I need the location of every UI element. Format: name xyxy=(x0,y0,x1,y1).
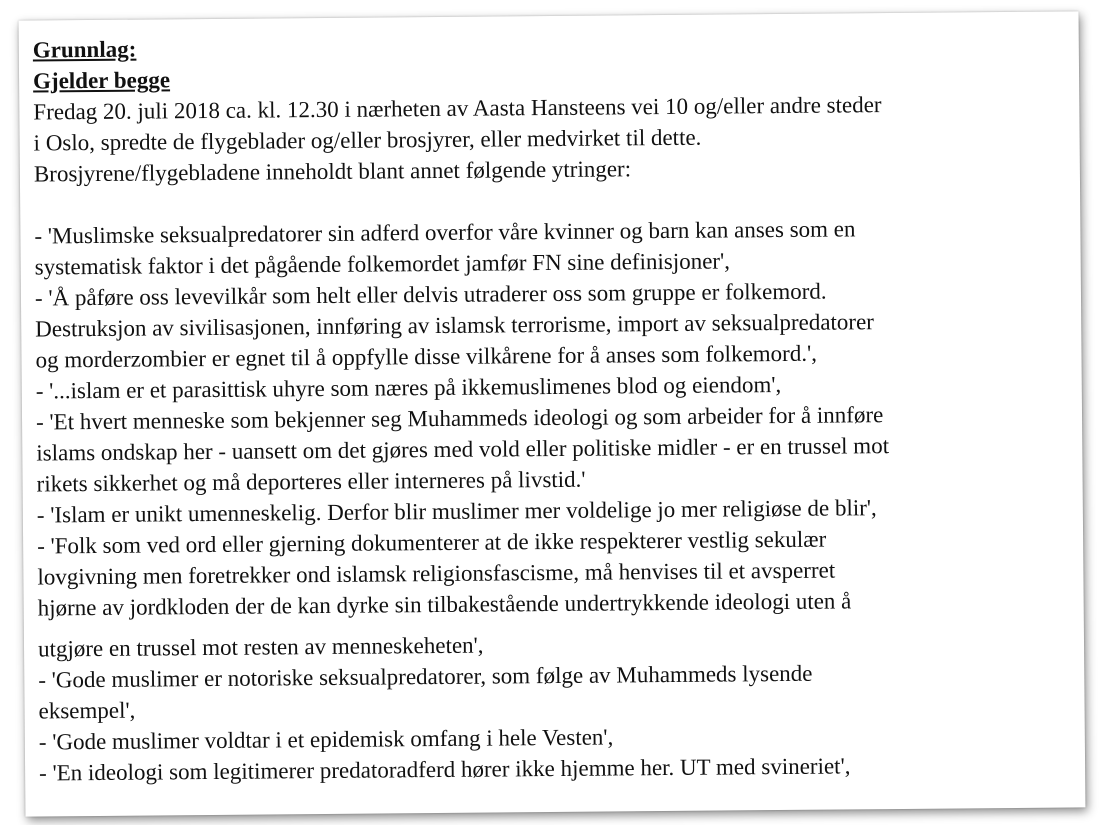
text-line: Destruksjon av sivilisasjonen, innføring av islamsk terrorisme, import av seksualpredatorer xyxy=(35,309,875,342)
text-line: Brosjyrene/flygebladene inneholdt blant annet følgende ytringer: xyxy=(33,156,632,187)
text-line: lovgivning men foretrekker ond islamsk religionsfascisme, må henvises til et avsperret xyxy=(37,557,836,590)
text-line: Fredag 20. juli 2018 ca. kl. 12.30 i nærheten av Aasta Hansteens vei 10 og/eller andre steder xyxy=(33,92,882,125)
text-line: - '...islam er et parasittisk uhyre som næres på ikkemuslimenes blod og eiendom', xyxy=(35,371,782,404)
heading-gjelder-begge: Gjelder begge xyxy=(32,67,171,94)
text-line: - 'Å påføre oss levevilkår som helt eller delvis utraderer oss som gruppe er folkemord. xyxy=(34,278,827,311)
document-page xyxy=(19,11,1086,816)
text-line: systematisk faktor i det pågående folkemordet jamfør FN sine definisjoner', xyxy=(34,248,731,280)
text-line: i Oslo, spredte de flygeblader og/eller brosjyrer, eller medvirket til dette. xyxy=(33,124,702,156)
text-line: - 'Gode muslimer voldtar i et epidemisk omfang i hele Vesten', xyxy=(38,724,614,755)
text-line: rikets sikkerhet og må deporteres eller interneres på livstid.' xyxy=(36,466,586,497)
text-line: islams ondskap her - uansett om det gjøres med vold eller politiske midler - er en trussel mot xyxy=(36,433,890,466)
text-line: utgjøre en trussel mot resten av menneskeheten', xyxy=(37,632,484,662)
text-line: - 'Folk som ved ord eller gjerning dokumenterer at de ikke respekterer vestlig sekulær xyxy=(37,526,827,559)
quote-list xyxy=(34,212,1071,789)
text-line: - 'Et hvert menneske som bekjenner seg Muhammeds ideologi og som arbeider for å innføre xyxy=(35,402,884,435)
text-line: - 'En ideologi som legitimerer predatoradferd hører ikke hjemme her. UT med svineriet', xyxy=(39,753,851,786)
text-line: eksempel', xyxy=(38,697,136,724)
text-line: og morderzombier er egnet til å oppfylle disse vilkårene for å anses som folkemord.', xyxy=(35,340,818,373)
text-line: hjørne av jordkloden der de kan dyrke sin tilbakestående undertrykkende ideologi uten å xyxy=(37,588,852,621)
intro-paragraph xyxy=(33,88,1066,190)
heading-grunnlag: Grunnlag: xyxy=(32,36,137,63)
text-line: - 'Islam er unikt umenneskelig. Derfor blir muslimer mer voldelige jo mer religiøse de blir', xyxy=(36,495,877,528)
text-line: - 'Gode muslimer er notoriske seksualpredatorer, som følge av Muhammeds lysende xyxy=(38,660,813,693)
text-line: - 'Muslimske seksualpredatorer sin adferd overfor våre kvinner og barn kan anses som en xyxy=(34,216,856,249)
